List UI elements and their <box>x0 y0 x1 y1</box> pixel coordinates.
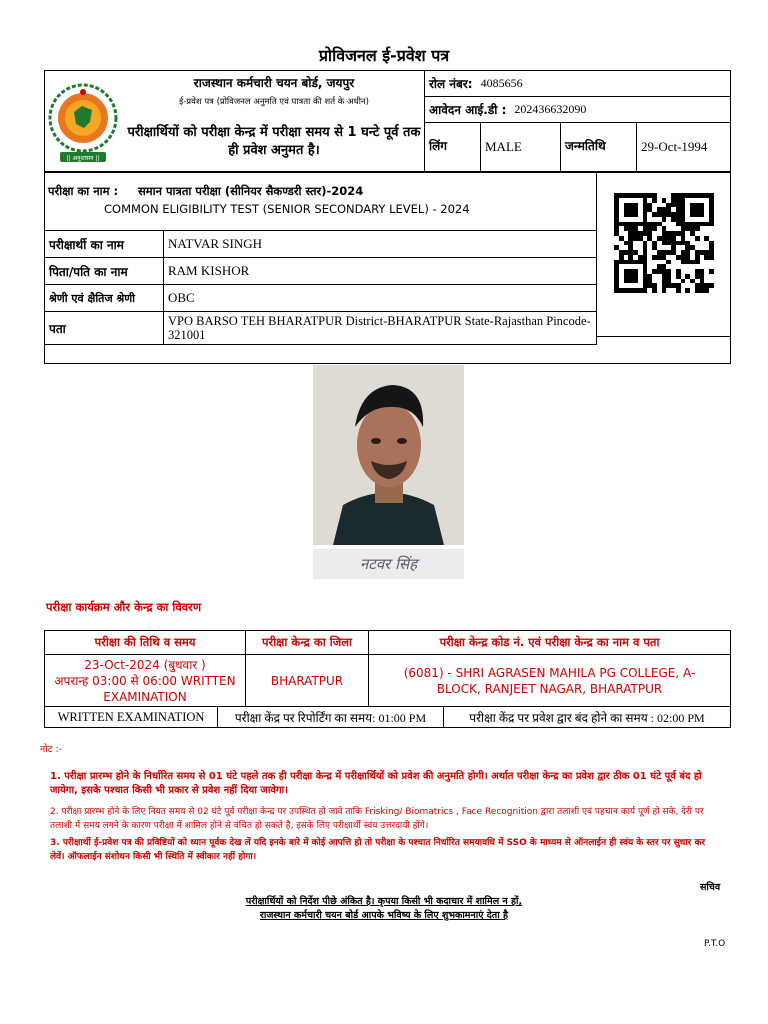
schedule-heading: परीक्षा कार्यक्रम और केन्द्र का विवरण <box>46 600 202 614</box>
category-value: OBC <box>163 284 597 312</box>
gate-close-time: परीक्षा केंद्र पर प्रवेश द्वार बंद होने का समय : 02:00 PM <box>443 706 731 728</box>
roll-number-row <box>424 70 731 97</box>
roll-number-value: 4085656 <box>480 76 523 90</box>
exam-name-english: COMMON ELIGIBILITY TEST (SENIOR SECONDARY LEVEL) - 2024 <box>104 202 470 216</box>
board-subtitle: ई-प्रवेश पत्र (प्रोविजनल अनुमति एवं पात्रता की शर्त के अधीन) <box>179 97 369 107</box>
schedule-col-date: परीक्षा की तिथि व समय <box>44 630 246 655</box>
gender-label: लिंग <box>424 122 481 172</box>
svg-text:|| अनुशासन ||: || अनुशासन || <box>66 155 100 162</box>
roll-number-label: रोल नंबर: <box>429 77 473 91</box>
page-title: प्रोविजनल ई-प्रवेश पत्र <box>318 46 450 65</box>
entry-warning: परीक्षार्थियों को परीक्षा केन्द्र में परीक्षा समय से 1 घन्टे पूर्व तक ही प्रवेश अनुमत है। <box>127 125 421 158</box>
exam-district: BHARATPUR <box>245 654 369 707</box>
secretary-label: सचिव <box>700 882 721 893</box>
gender-value: MALE <box>480 122 561 172</box>
category-label: श्रेणी एवं क्षैतिज श्रेणी <box>44 284 164 312</box>
father-name-value: RAM KISHOR <box>163 257 597 285</box>
board-logo <box>46 80 120 166</box>
note-2: 2. परीक्षा प्रारम्भ होने के लिए नियत समय से 02 घंटे पूर्व परीक्षा केन्द्र पर उपस्थित हो जावे ताकि Frisking/ Biomatrics , Face Recognition द्वारा तलाशी एवं पहचान कार्य पूर्ण हो सके, देरी पर तलाशी में समय लगने के कारण परीक्षा में शामिल होने से वंचित हो सकते है, इसके लिए परीक्षार्थी स्वंय उत्तरदायी होंगे। <box>50 807 704 831</box>
reporting-time: परीक्षा केंद्र पर रिपोर्टिंग का समय: 01:00 PM <box>217 706 444 728</box>
board-name: राजस्थान कर्मचारी चयन बोर्ड, जयपुर <box>193 76 355 90</box>
note-3: 3. परीक्षार्थी ई-प्रवेश पत्र की प्रविष्टियों को ध्यान पूर्वक देख लें यदि इनके बारे में कोई आपत्ति हो तो परीक्षा के पश्चात निर्धारित समयावधि में SSO के माध्यम से ऑनलाईन ही स्वंय के स्तर पर सुधार कर लेवें। ऑफलाईन संशोधन किसी भी स्थिति में स्वीकार नहीं होगा। <box>50 838 706 862</box>
exam-name-label: परीक्षा का नाम : <box>48 184 119 198</box>
dob-value: 29-Oct-1994 <box>636 122 731 172</box>
application-id-label: आवेदन आई.डी : <box>429 103 507 117</box>
candidate-photo-image <box>313 365 464 545</box>
candidate-photo <box>313 365 464 545</box>
application-id-row <box>424 96 731 123</box>
footer-line-1: परीक्षार्थियों को निर्देश पीछे अंकित है। कृपया किसी भी कदाचार में शामिल न हों, <box>245 896 523 907</box>
address-value: VPO BARSO TEH BHARATPUR District-BHARATPUR State-Rajasthan Pincode-321001 <box>163 311 597 345</box>
footer-line-2: राजस्थान कर्मचारी चयन बोर्ड आपके भविष्य के लिए शुभकामनाएं देता है <box>259 910 509 921</box>
candidate-name-value: NATVAR SINGH <box>163 230 597 258</box>
father-name-label: पिता/पति का नाम <box>44 257 164 285</box>
address-label: पता <box>44 311 164 345</box>
schedule-col-district: परीक्षा केन्द्र का जिला <box>245 630 369 655</box>
exam-center: (6081) - SHRI AGRASEN MAHILA PG COLLEGE, A-BLOCK, RANJEET NAGAR, BHARATPUR <box>368 654 731 707</box>
schedule-col-center: परीक्षा केन्द्र कोड नं. एवं परीक्षा केन्द्र का नाम व पता <box>368 630 731 655</box>
qr-code-icon <box>614 193 714 293</box>
notes-label: नोट :- <box>40 744 63 755</box>
exam-date-time-cell <box>44 654 246 707</box>
exam-time: अपरान्ह 03:00 से 06:00 WRITTEN EXAMINATION <box>54 673 236 704</box>
note-1: 1. परीक्षा प्रारम्भ होने के निर्धारित समय से 01 घंटे पहले तक ही परीक्षा केन्द्र में परीक्षार्थियों को प्रवेश की अनुमति होगी। अर्थात परीक्षा केन्द्र का प्रवेश द्वार ठीक 01 घंटे पूर्व बंद हो जायेगा, इसके पश्चात किसी भी प्रकार से प्रवेश नहीं दिया जावेगा। <box>50 771 702 796</box>
application-id-value: 202436632090 <box>514 102 587 116</box>
exam-name-hindi: समान पात्रता परीक्षा (सीनियर सैकण्डरी स्तर)-2024 <box>138 184 364 198</box>
dob-label: जन्मतिथि <box>560 122 637 172</box>
pto-label: P.T.O <box>704 939 726 949</box>
candidate-name-label: परीक्षार्थी का नाम <box>44 230 164 258</box>
exam-date: 23-Oct-2024 (बुधवार ) <box>84 657 206 672</box>
board-logo-icon <box>46 80 120 166</box>
candidate-signature: नटवर सिंह <box>313 549 464 579</box>
exam-mode: WRITTEN EXAMINATION <box>44 706 218 728</box>
